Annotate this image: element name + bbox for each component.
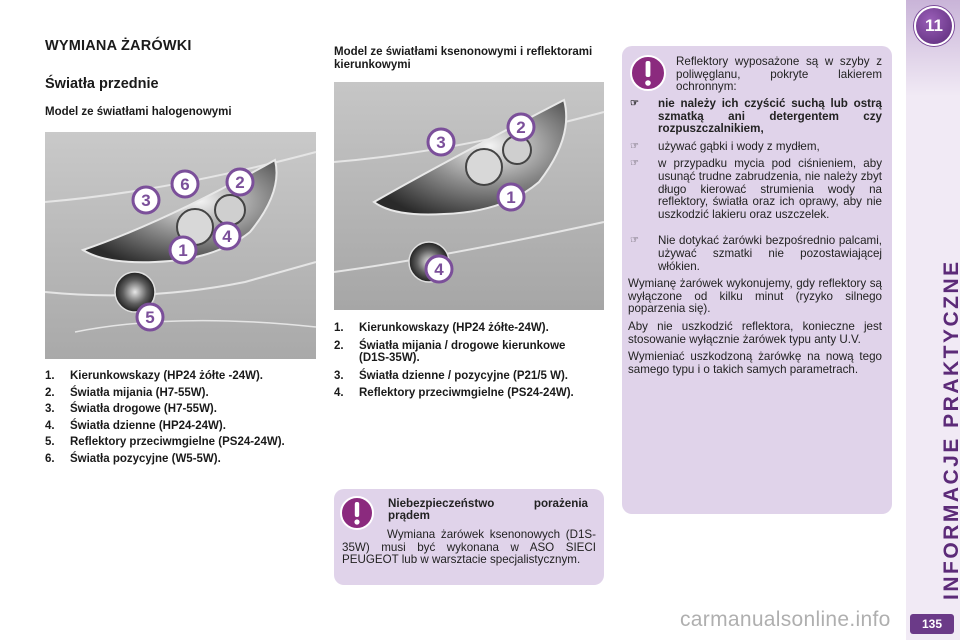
- info-content: [628, 98, 882, 381]
- list-item: 2. Światła mijania / drogowe kierunkowe (D1S-35W).: [334, 339, 566, 364]
- list-item: 5. Reflektory przeciwmgielne (PS24-24W).: [45, 436, 285, 448]
- list-item: 6. Światła pozycyjne (W5-5W).: [45, 452, 221, 465]
- badge-4: 4: [434, 260, 444, 279]
- badge-4: 4: [222, 227, 232, 246]
- badge-5: 5: [145, 308, 155, 327]
- list-item: 3. Światła dzienne / pozycyjne (P21/5 W).: [334, 369, 568, 382]
- badge-2: 2: [516, 118, 526, 137]
- warning-icon: [340, 496, 374, 530]
- list-item: 3. Światła drogowe (H7-55W).: [45, 403, 217, 415]
- page-number: 135: [910, 614, 954, 634]
- info-paragraph: Aby nie uszkodzić reflektora, konieczne jest stosowanie wyłącznie żarówek typu anty U.V.: [628, 319, 882, 346]
- badge-1: 1: [506, 188, 516, 207]
- xenon-model-title: Model ze światłami ksenonowymi i reflektorami kierunkowymi: [334, 46, 593, 71]
- watermark: carmanualsonline.info: [680, 608, 891, 631]
- chapter-number-badge: 11: [914, 6, 954, 46]
- list-item: 4. Światła dzienne (HP24-24W).: [45, 419, 226, 432]
- list-item: 1. Kierunkowskazy (HP24 żółte -24W).: [45, 370, 263, 382]
- halogen-headlight-photo: [45, 132, 316, 359]
- info-paragraph: Wymieniać uszkodzoną żarówkę na nową tego samego typu i o takich samych parametrach.: [628, 350, 882, 376]
- list-item: ☞ w przypadku mycia pod ciśnieniem, aby usunąć trudne zabrudzenia, nie należy zbyt długo kierować strumienia wody na reflektory, światła oraz ich oprawy, aby nie uszkodzić lakieru oraz uszczelek.: [630, 157, 882, 221]
- list-item: 4. Reflektory przeciwmgielne (PS24-24W).: [334, 387, 574, 399]
- halogen-parts-list: [45, 370, 320, 469]
- list-item: ☞ nie należy ich czyścić suchą lub ostrą szmatką ani detergentem czy rozpuszczalnikiem,: [630, 97, 882, 136]
- warning-icon: [630, 55, 666, 91]
- list-item: 1. Kierunkowskazy (HP24 żółte-24W).: [334, 322, 549, 334]
- badge-6: 6: [180, 175, 190, 194]
- xenon-headlight-photo: [334, 82, 604, 310]
- halogen-model-title: Model ze światłami halogenowymi: [45, 106, 232, 118]
- chapter-title: INFORMACJE PRAKTYCZNE: [940, 259, 963, 600]
- badge-3: 3: [436, 133, 446, 152]
- info-paragraph: Wymianę żarówek wykonujemy, gdy reflektory są wyłączone od kilku minut (ryzyko silnego poparzenia się).: [628, 277, 882, 316]
- xenon-parts-list: [334, 322, 584, 405]
- list-item: ☞ Nie dotykać żarówki bezpośrednio palcami, używać szmatki nie pozostawiającej włókien.: [630, 234, 882, 273]
- list-item: 2. Światła mijania (H7-55W).: [45, 386, 209, 399]
- info-intro: Reflektory wyposażone są w szyby z poliwęglanu, pokryte lakierem ochronnym:: [676, 55, 882, 94]
- section-subheading: Światła przednie: [45, 76, 159, 92]
- badge-3: 3: [141, 191, 151, 210]
- badge-1: 1: [178, 241, 188, 260]
- danger-body: Wymiana żarówek ksenonowych (D1S-35W) musi być wykonana w ASO SIECI PEUGEOT lub w warsztacie specjalistycznym.: [342, 528, 596, 567]
- list-item: ☞ używać gąbki i wody z mydłem,: [630, 139, 820, 153]
- badge-2: 2: [235, 173, 245, 192]
- section-heading: WYMIANA ŻARÓWKI: [45, 38, 192, 54]
- danger-title: Niebezpieczeństwo porażenia prądem: [388, 497, 588, 522]
